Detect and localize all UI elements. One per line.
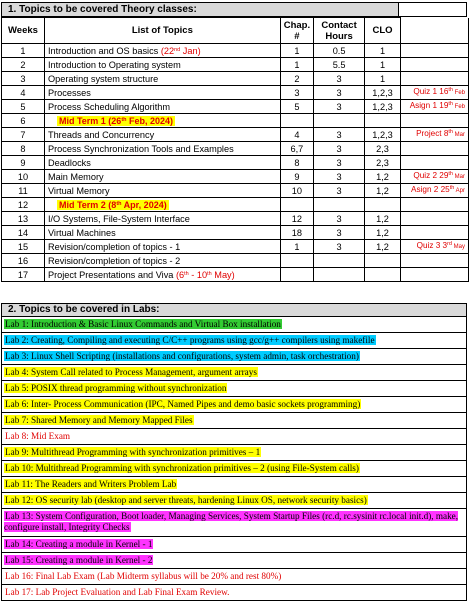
chapter-cell: 2	[280, 72, 313, 86]
chapter-cell: 12	[280, 212, 313, 226]
topic-text: Introduction to Operating system	[47, 59, 181, 70]
table-row	[2, 100, 469, 114]
topic-cell	[44, 142, 280, 156]
lab-item-text: Lab 6: Inter- Process Communication (IPC, Named Pipes and demo basic sockets programming)	[5, 399, 361, 409]
topic-text: Revision/completion of topics - 2	[47, 255, 181, 266]
midterm-label	[57, 116, 175, 126]
week-cell: 5	[2, 100, 45, 114]
lab-item	[1, 381, 467, 397]
lab-item	[1, 553, 467, 569]
lab-item-text: Lab 1: Introduction & Basic Linux Commands and Virtual Box installation	[5, 319, 281, 329]
hours-cell: 3	[314, 156, 365, 170]
assessment-note-cell	[400, 226, 468, 240]
topic-cell	[44, 254, 280, 268]
topic-cell	[44, 240, 280, 254]
hours-cell: 3	[314, 240, 365, 254]
hours-cell: 3	[314, 128, 365, 142]
lab-item	[1, 509, 467, 537]
clo-cell: 1,2	[365, 170, 401, 184]
chapter-cell: 8	[280, 156, 313, 170]
topic-cell	[44, 184, 280, 198]
lab-item-text: Lab 8: Mid Exam	[5, 431, 71, 441]
lab-item-text: Lab 9: Multithread Programming with synchronization primitives – 1	[5, 447, 261, 457]
hours-cell: 3	[314, 212, 365, 226]
chapter-cell: 18	[280, 226, 313, 240]
hours-cell: 3	[314, 142, 365, 156]
lab-item-text: Lab 3: Linux Shell Scripting (installations and configurations, system admin, task orchestration)	[5, 351, 359, 361]
hours-cell	[314, 254, 365, 268]
topic-text: Process Scheduling Algorithm	[47, 101, 171, 112]
lab-item	[1, 569, 467, 585]
table-row	[2, 212, 469, 226]
lab-item	[1, 317, 467, 333]
chapter-cell	[280, 198, 313, 212]
table-row	[2, 86, 469, 100]
assessment-note-cell: Quiz 1 16th Feb	[400, 86, 468, 100]
lab-item	[1, 429, 467, 445]
assessment-note-cell: Asign 1 19th Feb	[400, 100, 468, 114]
lab-item-text: Lab 15: Creating a module in Kernel - 2	[5, 555, 153, 565]
table-row	[2, 254, 469, 268]
midterm-sup: th	[121, 116, 127, 123]
table-row	[2, 184, 469, 198]
lab-item-text: Lab 13: System Configuration, Boot loader, Managing Services, System Startup Files (rc.d, rc.sysinit rc.local init.d), make, configure install, Integrity Checks	[4, 511, 459, 532]
clo-cell	[365, 198, 401, 212]
lab-item-text: Lab 10: Multithread Programming with synchronization primitives – 2 (using File-System calls)	[5, 463, 359, 473]
chapter-cell	[280, 254, 313, 268]
week-cell: 15	[2, 240, 45, 254]
week-cell: 14	[2, 226, 45, 240]
lab-item-text: Lab 7: Shared Memory and Memory Mapped Files	[5, 415, 193, 425]
midterm-date-end: Feb, 2024)	[126, 115, 174, 126]
midterm-label	[57, 200, 169, 210]
midterm-date-end: Apr, 2024)	[121, 199, 167, 210]
assessment-note-cell: Quiz 3 3rd May	[400, 240, 468, 254]
header-weeks: Weeks	[2, 18, 45, 44]
lab-item-text: Lab 2: Creating, Compiling and executing C/C++ programs using gcc/g++ compilers using makefile	[5, 335, 375, 345]
theory-section-title: 1. Topics to be covered Theory classes:	[1, 2, 399, 17]
table-row	[2, 44, 469, 58]
topic-text: Process Synchronization Tools and Examples	[47, 143, 234, 154]
hours-cell: 3	[314, 72, 365, 86]
lab-item	[1, 585, 467, 601]
clo-cell: 1,2,3	[365, 100, 401, 114]
topic-text: Main Memory	[47, 171, 104, 182]
table-row	[2, 226, 469, 240]
chapter-cell: 10	[280, 184, 313, 198]
lab-item	[1, 477, 467, 493]
chapter-cell: 3	[280, 86, 313, 100]
assessment-note-cell: Asign 2 25th Apr	[400, 184, 468, 198]
clo-cell: 1	[365, 44, 401, 58]
topic-cell	[44, 72, 280, 86]
clo-cell: 2,3	[365, 142, 401, 156]
header-contact-hours: Contact Hours	[314, 18, 365, 44]
topic-cell	[44, 212, 280, 226]
table-row	[2, 142, 469, 156]
lab-item	[1, 365, 467, 381]
topic-cell	[44, 128, 280, 142]
assessment-note-cell	[400, 212, 468, 226]
topic-text: Threads and Concurrency	[47, 129, 155, 140]
assessment-note-cell	[400, 254, 468, 268]
midterm-text: Mid Term 1 (26	[58, 115, 122, 126]
topic-text: Introduction and OS basics	[47, 45, 161, 56]
week-cell: 16	[2, 254, 45, 268]
assessment-note-cell	[400, 142, 468, 156]
hours-cell	[314, 114, 365, 128]
topic-cell	[44, 170, 280, 184]
table-row	[2, 240, 469, 254]
week-cell: 4	[2, 86, 45, 100]
topic-text: Project Presentations and Viva	[47, 269, 176, 280]
lab-item-text: Lab 4: System Call related to Process Management, argument arrays	[5, 367, 257, 377]
topic-cell	[44, 58, 280, 72]
header-notes	[400, 18, 468, 44]
topic-text: Deadlocks	[47, 157, 91, 168]
topic-text: Processes	[47, 87, 91, 98]
topic-date: (22nd Jan)	[160, 45, 201, 56]
hours-cell: 0.5	[314, 44, 365, 58]
hours-cell: 5.5	[314, 58, 365, 72]
lab-item-text: Lab 14: Creating a module in Kernel - 1	[5, 539, 153, 549]
table-header-row	[2, 18, 469, 44]
hours-cell: 3	[314, 226, 365, 240]
lab-item-text: Lab 5: POSIX thread programming without synchronization	[5, 383, 227, 393]
lab-item-text: Lab 17: Lab Project Evaluation and Lab Final Exam Review.	[5, 587, 230, 597]
assessment-note-cell	[400, 198, 468, 212]
table-row	[2, 114, 469, 128]
chapter-cell: 4	[280, 128, 313, 142]
chapter-cell: 1	[280, 58, 313, 72]
week-cell: 6	[2, 114, 45, 128]
topic-text: Virtual Machines	[47, 227, 116, 238]
table-row	[2, 156, 469, 170]
lab-item-text: Lab 12: OS security lab (desktop and server threats, hardening Linux OS, network security basics)	[5, 495, 367, 505]
week-cell: 12	[2, 198, 45, 212]
clo-cell: 1,2	[365, 184, 401, 198]
topic-cell	[44, 86, 280, 100]
topic-cell	[44, 114, 280, 128]
week-cell: 7	[2, 128, 45, 142]
week-cell: 11	[2, 184, 45, 198]
assessment-note-cell	[400, 58, 468, 72]
labs-section-title: 2. Topics to be covered in Labs:	[1, 303, 467, 317]
table-row	[2, 72, 469, 86]
topic-cell	[44, 44, 280, 58]
table-row	[2, 128, 469, 142]
topic-text: Revision/completion of topics - 1	[47, 241, 181, 252]
chapter-cell: 9	[280, 170, 313, 184]
topic-cell	[44, 226, 280, 240]
table-row	[2, 268, 469, 282]
week-cell: 8	[2, 142, 45, 156]
assessment-note-cell: Quiz 2 29th Mar	[400, 170, 468, 184]
chapter-cell: 5	[280, 100, 313, 114]
topic-text: I/O Systems, File-System Interface	[47, 213, 190, 224]
chapter-cell	[280, 268, 313, 282]
lab-item	[1, 493, 467, 509]
hours-cell: 3	[314, 170, 365, 184]
chapter-cell: 1	[280, 240, 313, 254]
clo-cell: 1	[365, 72, 401, 86]
week-cell: 17	[2, 268, 45, 282]
lab-item	[1, 445, 467, 461]
assessment-note-cell	[400, 156, 468, 170]
clo-cell: 2,3	[365, 156, 401, 170]
theory-section-title-extension	[399, 2, 467, 17]
assessment-note-cell: Project 8th Mar	[400, 128, 468, 142]
lab-item	[1, 537, 467, 553]
theory-topics-table	[1, 17, 469, 282]
lab-item	[1, 397, 467, 413]
midterm-text: Mid Term 2 (8	[58, 199, 117, 210]
lab-item	[1, 333, 467, 349]
table-row	[2, 198, 469, 212]
assessment-note-cell	[400, 114, 468, 128]
clo-cell: 1,2,3	[365, 128, 401, 142]
week-cell: 9	[2, 156, 45, 170]
assessment-note-cell	[400, 44, 468, 58]
clo-cell	[365, 268, 401, 282]
header-topics: List of Topics	[44, 18, 280, 44]
clo-cell: 1	[365, 58, 401, 72]
clo-cell: 1,2	[365, 212, 401, 226]
week-cell: 3	[2, 72, 45, 86]
chapter-cell	[280, 114, 313, 128]
topic-text: Operating system structure	[47, 73, 159, 84]
clo-cell: 1,2	[365, 226, 401, 240]
midterm-sup: th	[116, 200, 122, 207]
chapter-cell: 1	[280, 44, 313, 58]
assessment-note-cell	[400, 268, 468, 282]
labs-list	[1, 317, 467, 601]
week-cell: 1	[2, 44, 45, 58]
hours-cell: 3	[314, 86, 365, 100]
lab-item-text: Lab 11: The Readers and Writers Problem Lab	[5, 479, 177, 489]
header-chapter: Chap. #	[280, 18, 313, 44]
table-row	[2, 170, 469, 184]
topic-cell	[44, 100, 280, 114]
week-cell: 2	[2, 58, 45, 72]
lab-item-text: Lab 16: Final Lab Exam (Lab Midterm syllabus will be 20% and rest 80%)	[5, 571, 282, 581]
lab-item	[1, 461, 467, 477]
clo-cell	[365, 114, 401, 128]
topic-text: Virtual Memory	[47, 185, 110, 196]
topic-cell	[44, 156, 280, 170]
lab-item	[1, 349, 467, 365]
week-cell: 13	[2, 212, 45, 226]
hours-cell	[314, 198, 365, 212]
clo-cell: 1,2,3	[365, 86, 401, 100]
assessment-note-cell	[400, 72, 468, 86]
topic-cell	[44, 268, 280, 282]
week-cell: 10	[2, 170, 45, 184]
topic-date: (6th - 10th May)	[175, 269, 235, 280]
hours-cell: 3	[314, 184, 365, 198]
chapter-cell: 6,7	[280, 142, 313, 156]
lab-item	[1, 413, 467, 429]
hours-cell: 3	[314, 100, 365, 114]
table-row	[2, 58, 469, 72]
clo-cell: 1,2	[365, 240, 401, 254]
topic-cell	[44, 198, 280, 212]
clo-cell	[365, 254, 401, 268]
hours-cell	[314, 268, 365, 282]
header-clo: CLO	[365, 18, 401, 44]
